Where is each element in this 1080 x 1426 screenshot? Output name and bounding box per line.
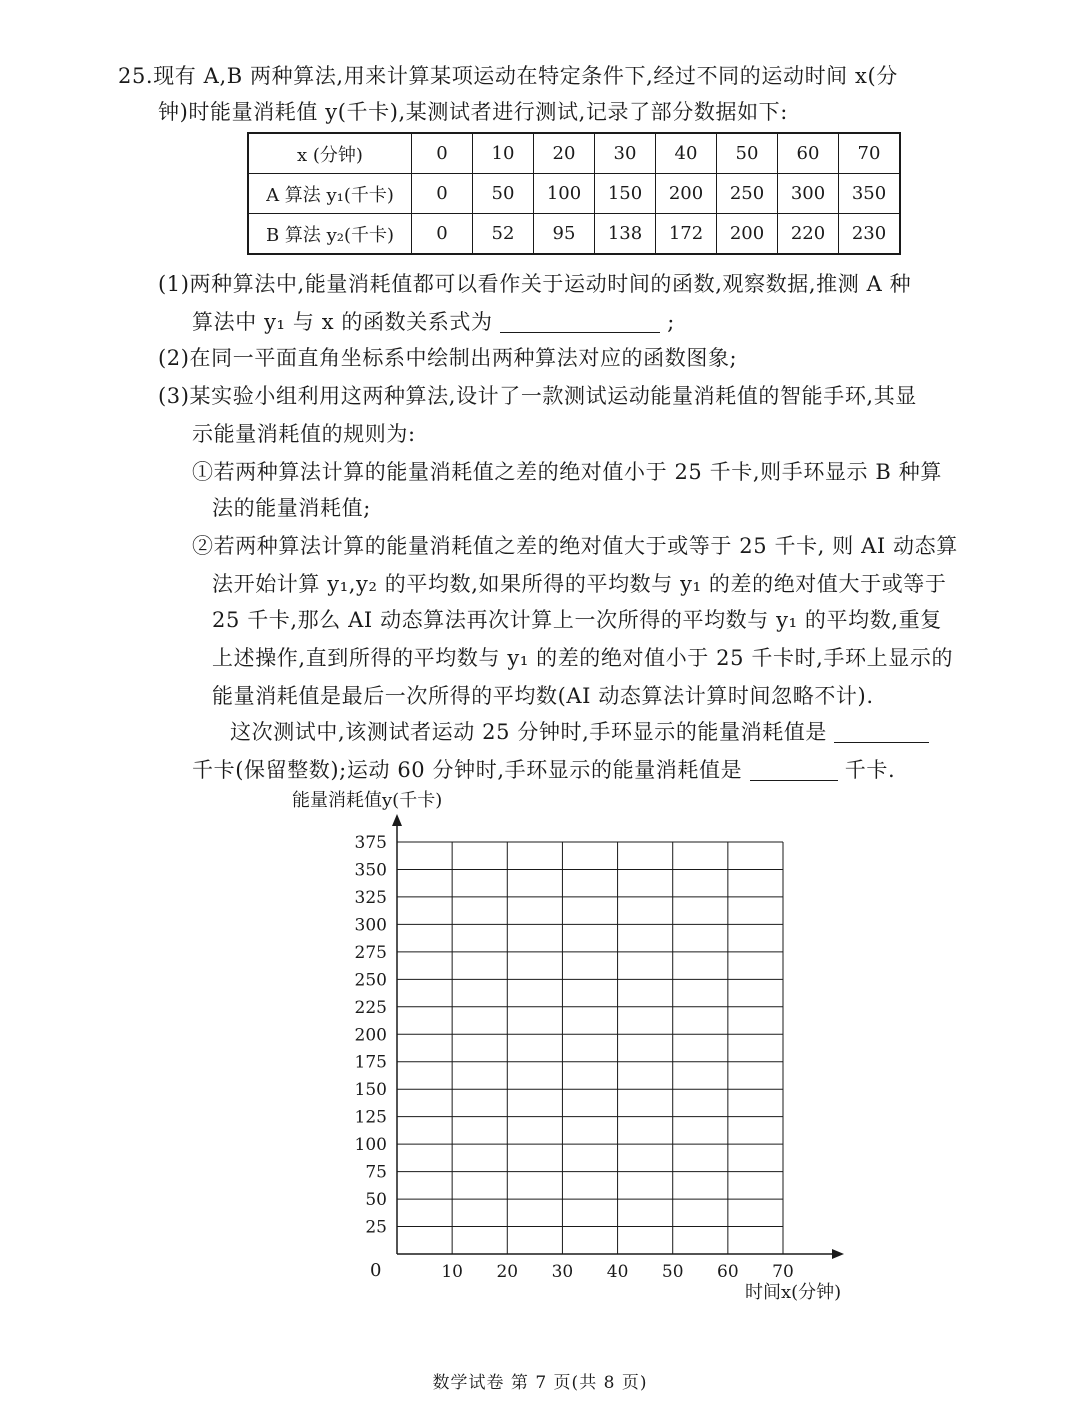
part2-line-1: (2)在同一平面直角坐标系中绘制出两种算法对应的函数图象;	[158, 346, 738, 370]
rule2-line-4: 上述操作,直到所得的平均数与 y₁ 的差的绝对值小于 25 千卡时,手环上显示的	[212, 646, 954, 670]
rule2-line-3: 25 千卡,那么 AI 动态算法再次计算上一次所得的平均数与 y₁ 的平均数,重复	[212, 608, 942, 632]
table-cell: 250	[717, 174, 778, 214]
y-tick-label: 375	[354, 833, 387, 853]
table-cell: 138	[595, 214, 656, 255]
table-header-b: B 算法 y₂(千卡)	[248, 214, 412, 255]
y-tick-label: 75	[365, 1162, 387, 1183]
table-cell: 172	[656, 214, 717, 255]
x-axis-arrow	[832, 1249, 844, 1259]
part1-text: 算法中 y₁ 与 x 的函数关系式为	[192, 310, 493, 334]
y-tick-label: 100	[354, 1135, 387, 1156]
table-cell: 50	[717, 133, 778, 174]
table-cell: 40	[656, 133, 717, 174]
part1-line-1: (1)两种算法中,能量消耗值都可以看作关于运动时间的函数,观察数据,推测 A 种	[158, 272, 912, 296]
question-line-1: 25.现有 A,B 两种算法,用来计算某项运动在特定条件下,经过不同的运动时间 x(分	[118, 64, 898, 88]
y-tick-label: 125	[354, 1107, 387, 1128]
y-tick-label: 200	[354, 1025, 387, 1046]
table-cell: 230	[839, 214, 901, 255]
table-cell: 350	[839, 174, 901, 214]
table-cell: 60	[778, 133, 839, 174]
part3-question-text-2: 千卡(保留整数);运动 60 分钟时,手环显示的能量消耗值是	[192, 758, 743, 782]
rule2-line-5: 能量消耗值是最后一次所得的平均数(AI 动态算法计算时间忽略不计).	[212, 684, 874, 708]
x-tick-label: 20	[496, 1262, 519, 1282]
rule2-line-2: 法开始计算 y₁,y₂ 的平均数,如果所得的平均数与 y₁ 的差的绝对值大于或等于	[212, 572, 947, 596]
table-cell: 10	[473, 133, 534, 174]
table-cell: 150	[595, 174, 656, 214]
origin-label: 0	[370, 1260, 382, 1281]
rule1-line-2: 法的能量消耗值;	[212, 496, 371, 520]
y-tick-label: 225	[354, 997, 387, 1018]
table-cell: 200	[656, 174, 717, 214]
table-cell: 30	[595, 133, 656, 174]
table-cell: 0	[412, 214, 473, 255]
question-line-2: 钟)时能量消耗值 y(千卡),某测试者进行测试,记录了部分数据如下:	[158, 100, 788, 124]
table-cell: 20	[534, 133, 595, 174]
table-cell: 50	[473, 174, 534, 214]
table-cell: 52	[473, 214, 534, 255]
y-tick-label: 25	[365, 1217, 387, 1238]
table-cell: 95	[534, 214, 595, 255]
table-cell: 70	[839, 133, 901, 174]
y-axis-arrow	[392, 814, 402, 826]
table-cell: 220	[778, 214, 839, 255]
y-tick-label: 275	[354, 942, 387, 963]
x-tick-label: 30	[551, 1262, 574, 1282]
table-header-x: x (分钟)	[248, 133, 412, 174]
table-cell: 200	[717, 214, 778, 255]
rule2-line-1: ②若两种算法计算的能量消耗值之差的绝对值大于或等于 25 千卡, 则 AI 动态算	[192, 534, 958, 558]
part3-question-text-3: 千卡.	[844, 758, 896, 782]
y-tick-label: 50	[365, 1190, 387, 1211]
x-tick-label: 60	[717, 1262, 739, 1282]
part3-line-2: 示能量消耗值的规则为:	[192, 422, 416, 446]
y-tick-label: 250	[354, 970, 387, 991]
page-footer: 数学试卷 第 7 页(共 8 页)	[432, 1373, 648, 1393]
x-tick-label: 40	[606, 1262, 629, 1282]
part3-line-1: (3)某实验小组利用这两种算法,设计了一款测试运动能量消耗值的智能手环,其显	[158, 384, 917, 408]
y-tick-label: 325	[354, 887, 387, 908]
table-cell: 0	[412, 174, 473, 214]
y-tick-label: 150	[354, 1080, 387, 1101]
table-cell: 100	[534, 174, 595, 214]
y-axis-label: 能量消耗值y(千卡)	[292, 790, 443, 811]
table-cell: 300	[778, 174, 839, 214]
part1-end: ;	[667, 310, 675, 334]
x-tick-label: 50	[661, 1262, 684, 1282]
table-header-a: A 算法 y₁(千卡)	[248, 174, 412, 214]
y-tick-label: 350	[354, 860, 387, 881]
x-tick-label: 70	[772, 1262, 794, 1282]
part3-question-text-1: 这次测试中,该测试者运动 25 分钟时,手环显示的能量消耗值是	[230, 720, 828, 744]
x-axis-label: 时间x(分钟)	[745, 1282, 842, 1303]
y-tick-label: 175	[354, 1052, 387, 1073]
x-tick-label: 10	[441, 1262, 463, 1282]
rule1-line-1: ①若两种算法计算的能量消耗值之差的绝对值小于 25 千卡,则手环显示 B 种算	[192, 460, 942, 484]
y-tick-label: 300	[354, 915, 387, 936]
table-cell: 0	[412, 133, 473, 174]
